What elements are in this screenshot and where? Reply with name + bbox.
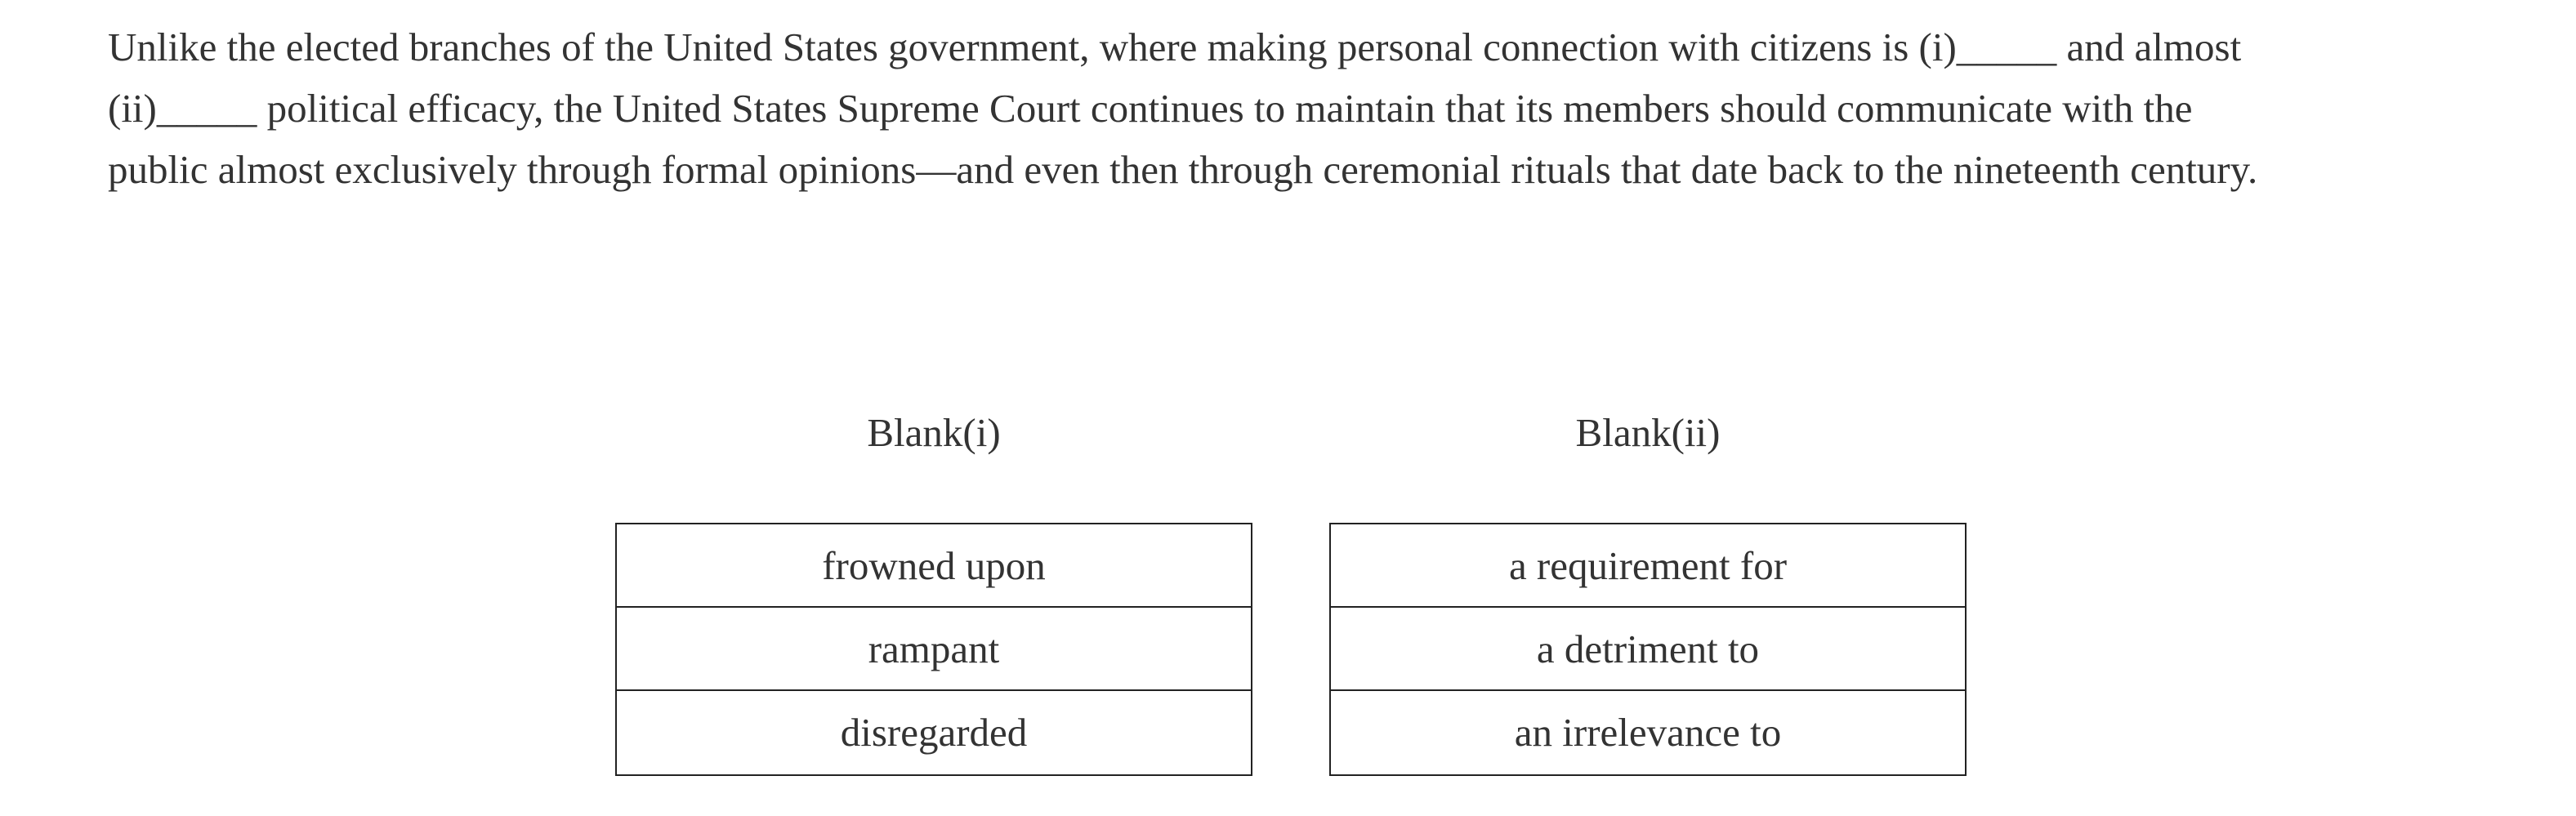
passage-line-3: public almost exclusively through formal opinions—and even then through ceremonial rituals that date back to the nineteenth century. [108, 147, 2258, 192]
blank-i-option-2[interactable]: rampant [617, 608, 1251, 691]
blank-ii-option-3[interactable]: an irrelevance to [1514, 710, 1782, 755]
blank-i-option-1[interactable]: frowned upon [617, 524, 1251, 608]
question-passage [108, 16, 2477, 200]
blank-i-option-3[interactable]: disregarded [840, 710, 1028, 755]
passage-line-1: Unlike the elected branches of the United States government, where making personal connection with citizens is (i)_____ and almost [108, 25, 2242, 69]
blank-ii-heading: Blank(ii) [1575, 410, 1721, 455]
blank-ii-option-2[interactable]: a detriment to [1331, 608, 1965, 691]
blank-i-choices [615, 523, 1252, 776]
passage-line-2: (ii)_____ political efficacy, the United States Supreme Court continues to maintain that its members should communicate with the [108, 86, 2193, 131]
blank-i-heading: Blank(i) [867, 410, 1001, 455]
blank-ii-option-1[interactable]: a requirement for [1331, 524, 1965, 608]
blank-ii-choices [1329, 523, 1967, 776]
